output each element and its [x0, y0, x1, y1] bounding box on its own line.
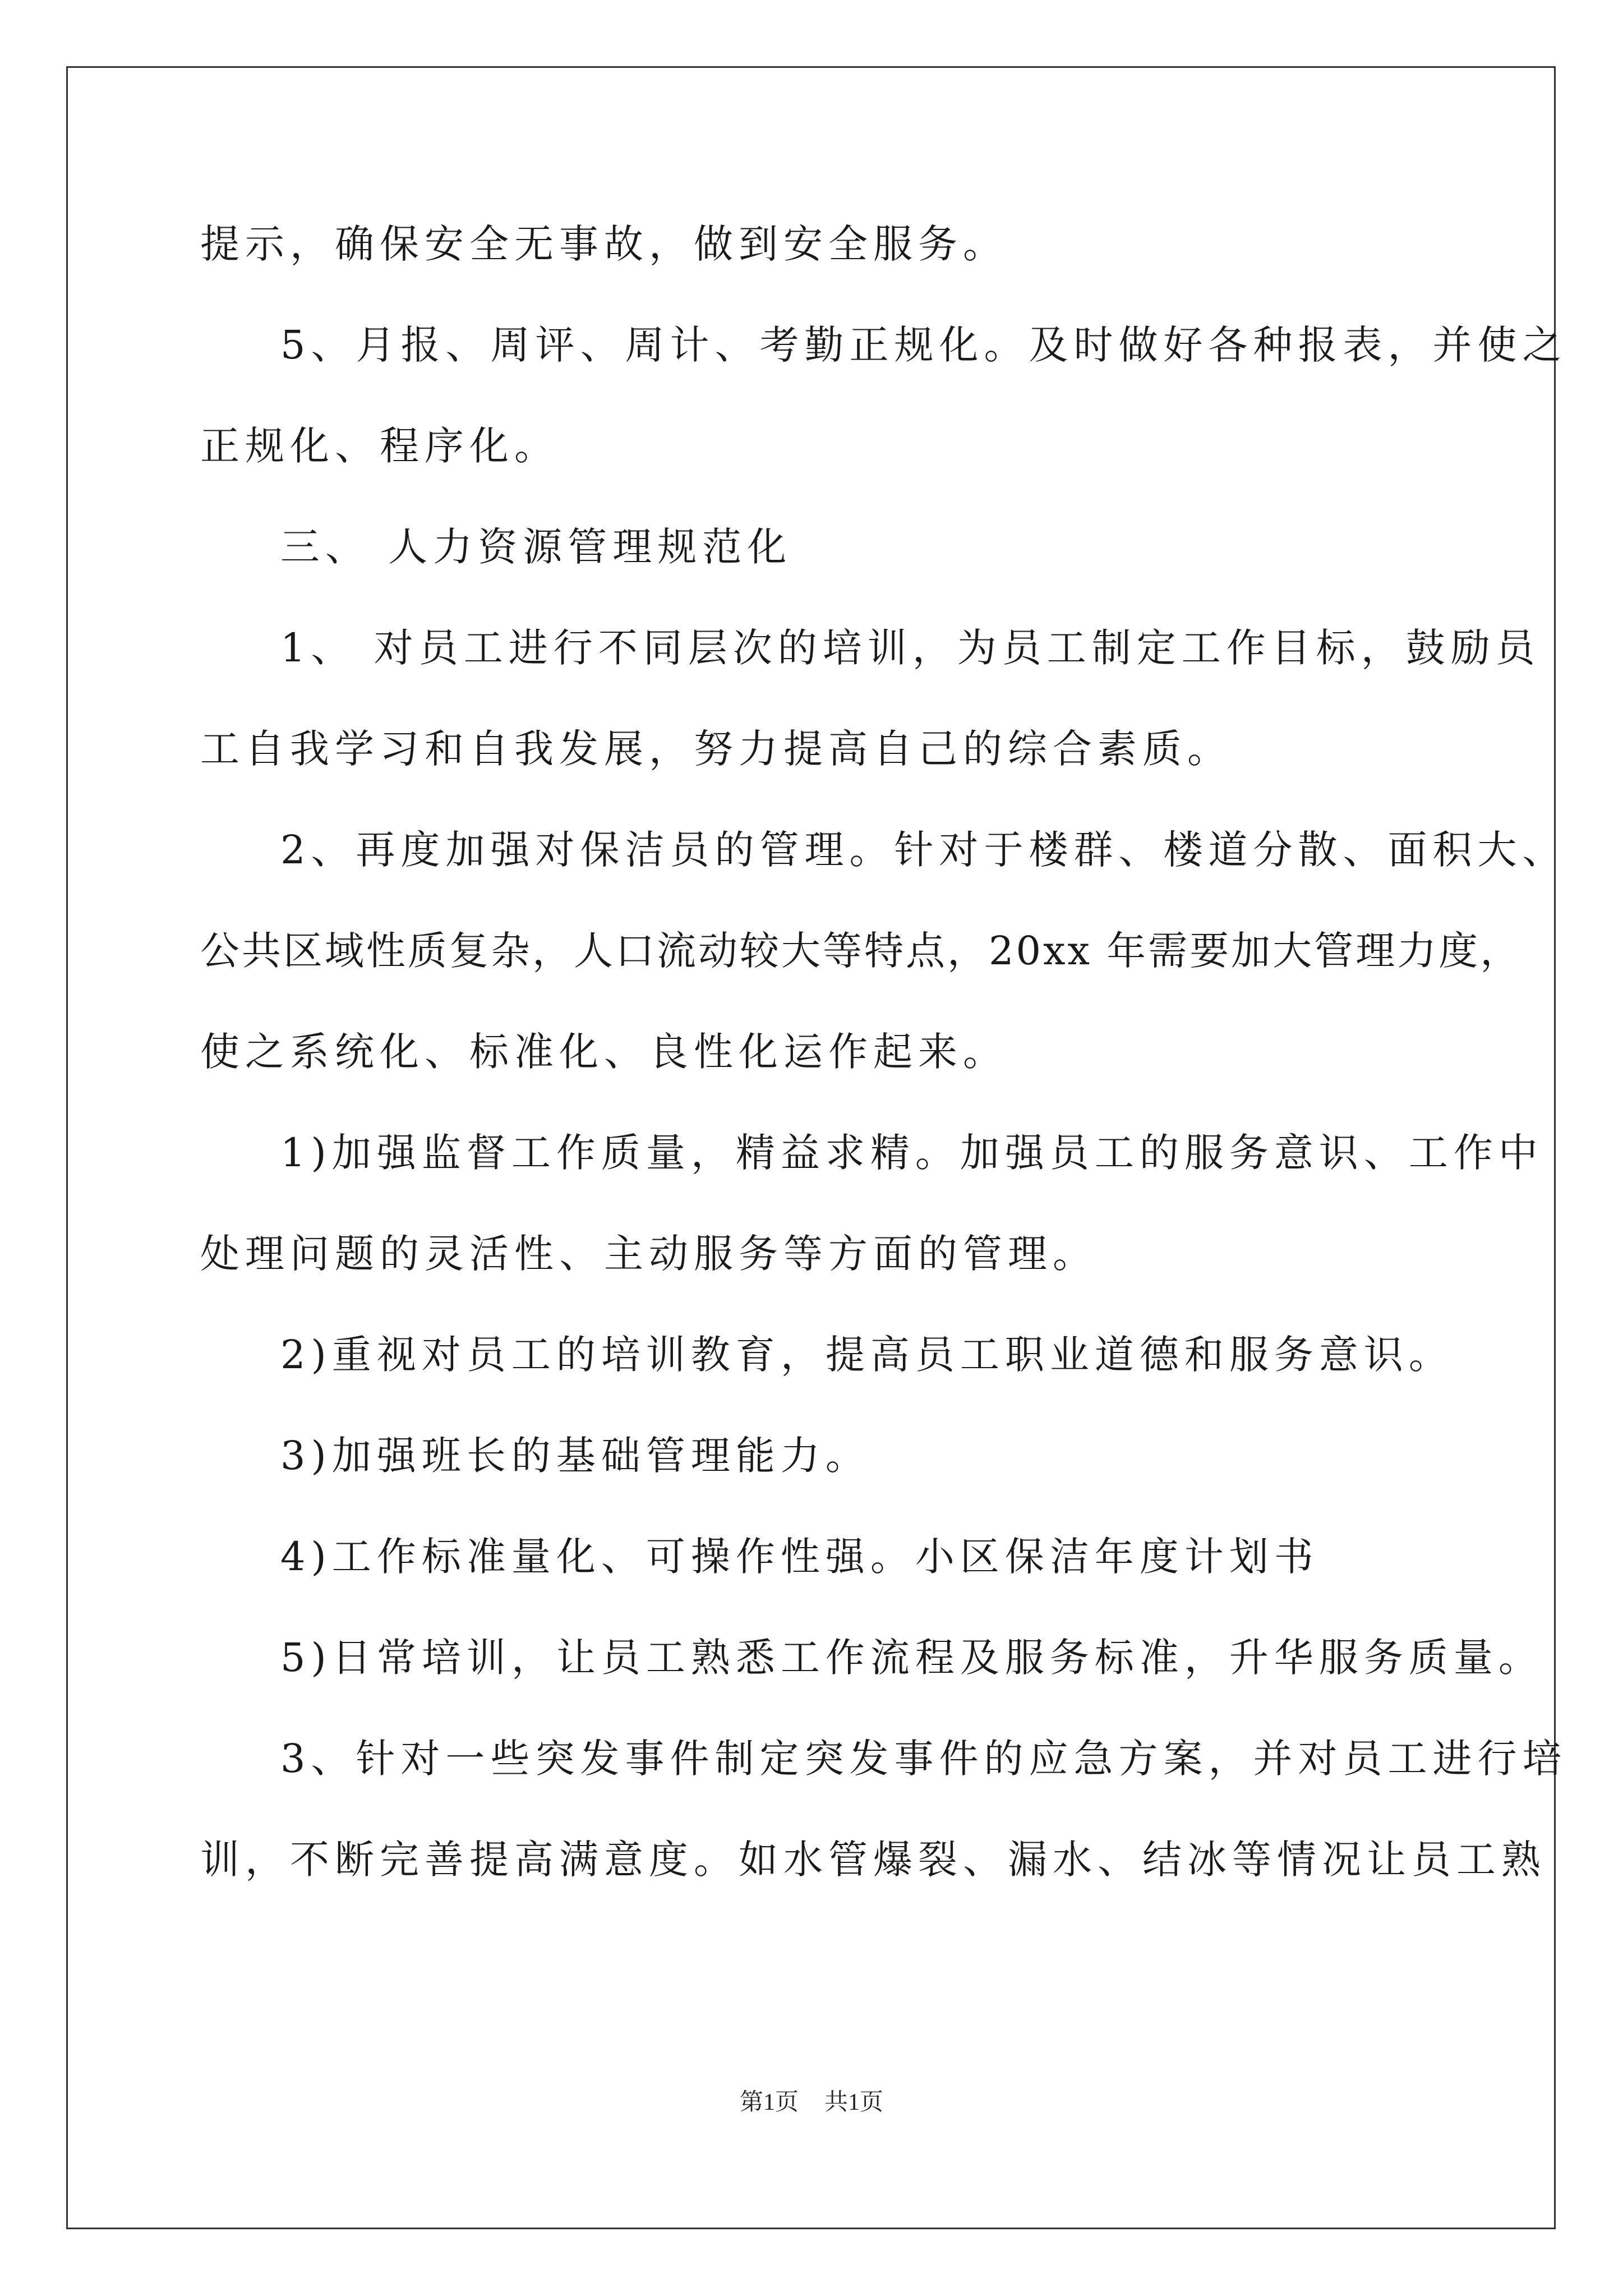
text-line: 处理问题的灵活性、主动服务等方面的管理。 [200, 1231, 1098, 1277]
text-line: 3)加强班长的基础管理能力。 [280, 1433, 870, 1479]
page-number-current: 第1页 [739, 2090, 799, 2115]
text-line: 5)日常培训，让员工熟悉工作流程及服务标准，升华服务质量。 [280, 1635, 1543, 1681]
text-line: 5、月报、周评、周计、考勤正规化。及时做好各种报表，并使之 [280, 322, 1567, 368]
page-number-total: 共1页 [824, 2090, 884, 2115]
text-line: 公共区域性质复杂，人口流动较大等特点，20xx 年需要加大管理力度， [200, 928, 1522, 974]
text-line: 工自我学习和自我发展，努力提高自己的综合素质。 [200, 726, 1232, 772]
text-line: 2)重视对员工的培训教育，提高员工职业道德和服务意识。 [280, 1332, 1454, 1378]
text-line: 1、 对员工进行不同层次的培训，为员工制定工作目标，鼓励员 [280, 625, 1541, 671]
text-line: 提示，确保安全无事故，做到安全服务。 [200, 221, 1008, 267]
text-line: 训，不断完善提高满意度。如水管爆裂、漏水、结冰等情况让员工熟 [200, 1837, 1546, 1883]
text-line: 正规化、程序化。 [200, 423, 559, 469]
text-line: 4)工作标准量化、可操作性强。小区保洁年度计划书 [280, 1534, 1319, 1580]
page-footer [0, 2086, 1623, 2119]
text-line: 2、再度加强对保洁员的管理。针对于楼群、楼道分散、面积大、 [280, 827, 1567, 873]
text-line: 3、针对一些突发事件制定突发事件的应急方案，并对员工进行培 [280, 1736, 1567, 1782]
text-line: 1)加强监督工作质量，精益求精。加强员工的服务意识、工作中 [280, 1130, 1543, 1176]
section-heading: 三、 人力资源管理规范化 [280, 524, 792, 570]
text-line: 使之系统化、标准化、良性化运作起来。 [200, 1029, 1008, 1075]
